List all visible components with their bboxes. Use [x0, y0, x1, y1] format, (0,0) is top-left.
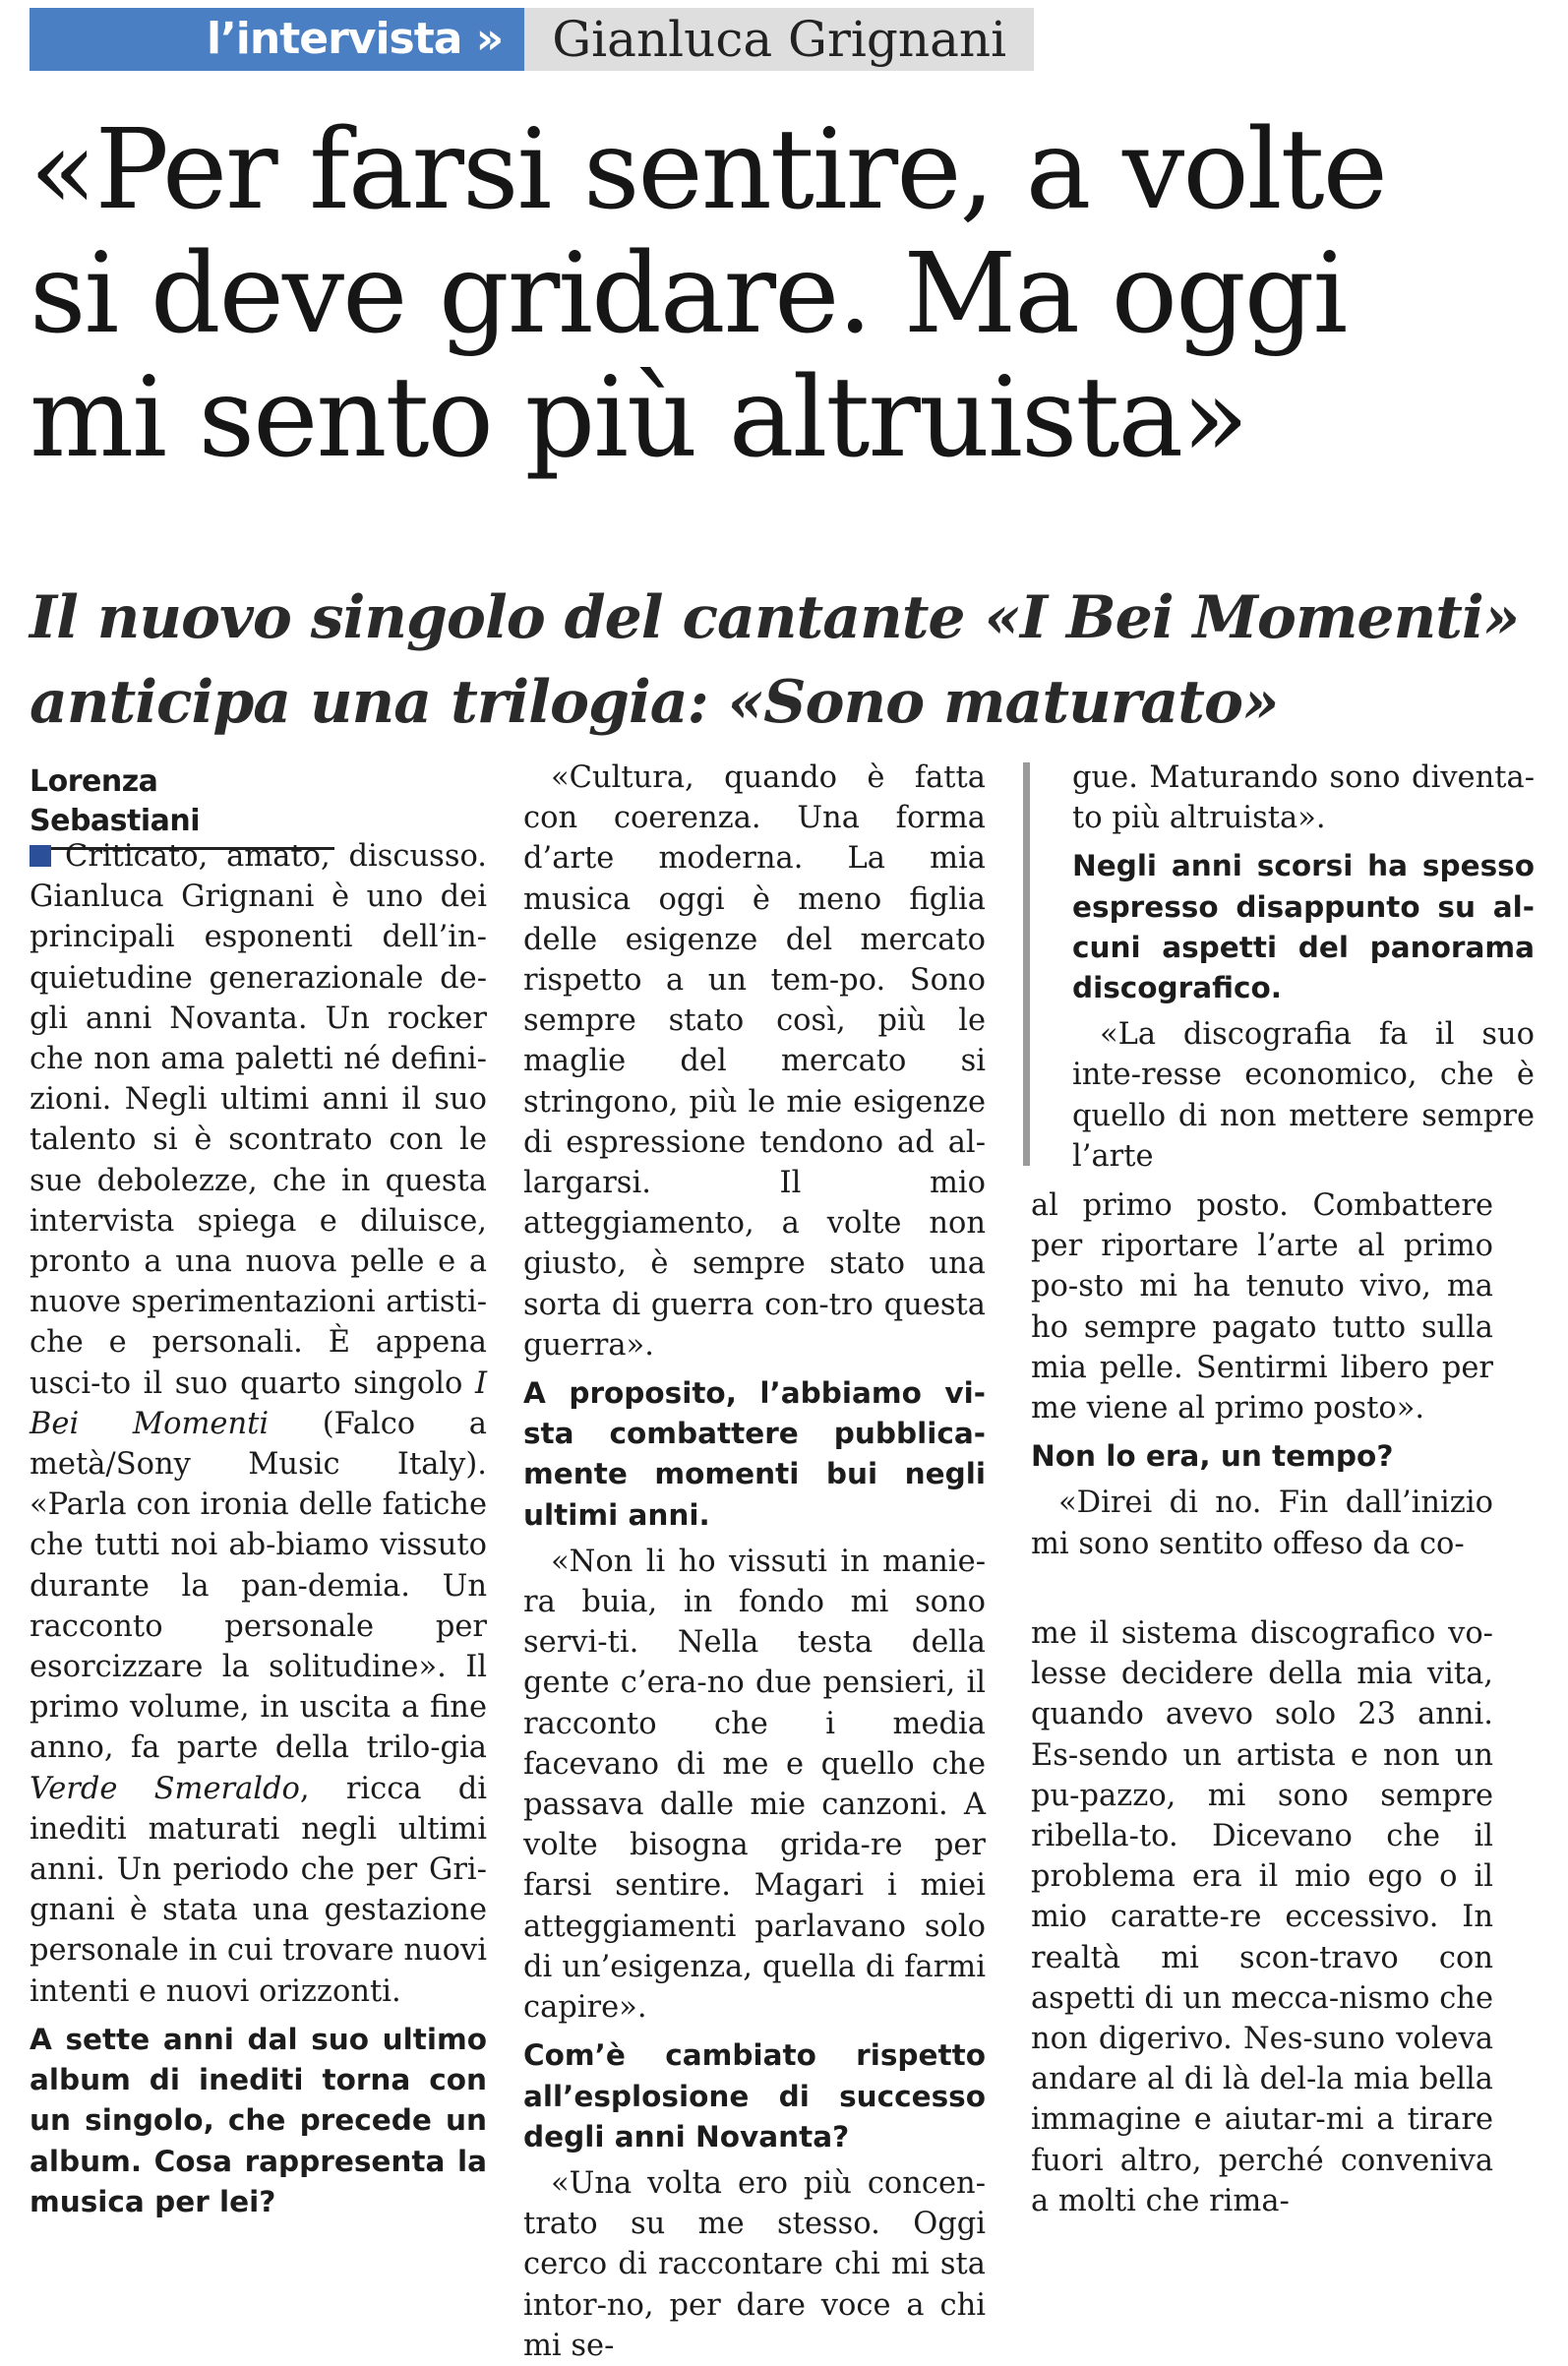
section-label: l’intervista »: [30, 8, 524, 71]
lead-paragraph: Criticato, amato, discusso. Gianluca Grignani è uno dei principali esponenti dell’in-quietudine generazionale de-gli anni Novanta. Un rocker che non ama paletti né defini-zioni. Negli ultimi anni il suo talento si è scontrato con le sue debolezze, che in questa intervista spiega e diluisce, pronto a una nuova pelle e a nuove sperimentazioni artisti-che e personali. È appena usci-to il suo quarto singolo I Bei Momenti (Falco a metà/Sony Music Italy). «Parla con ironia delle fatiche che tutti noi ab-biamo vissuto durante la pan-demia. Un racconto personale per esorcizzare la solitudine». Il primo volume, in uscita a fine anno, fa parte della trilo-gia Verde Smeraldo, ricca di inediti maturati negli ultimi anni. Un periodo che per Gri-gnani è stata una gestazione personale in cui trovare nuovi intenti e nuovi orizzonti.: [30, 839, 487, 2009]
lead-square-icon: [30, 845, 51, 867]
answer: «Direi di no. Fin dall’inizio mi sono sentito offeso da co-: [1031, 1486, 1493, 1561]
column-3-top: [1072, 758, 1535, 1177]
subheadline-line: anticipa una trilogia: «Sono maturato»: [30, 668, 1279, 737]
single-title: I Bei Momenti: [30, 1365, 487, 1441]
byline: Lorenza Sebastiani: [30, 762, 334, 850]
trilogy-title: Verde Smeraldo: [30, 1771, 300, 1806]
question: Non lo era, un tempo?: [1031, 1439, 1394, 1474]
answer: «Non li ho vissuti in manie-ra buia, in fondo mi sono servi-ti. Nella testa della gente c’era-no due pensieri, il racconto che i media facevano di me e quello che passava dalle mie canzoni. A volte bisogna grida-re per farsi sentire. Magari i miei atteggiamenti parlavano solo di un’esigenza, quella di farmi capire».: [523, 1544, 986, 2026]
column-3-middle: [1031, 1185, 1493, 1564]
subheadline: [30, 576, 1544, 745]
column-rule: [1023, 762, 1030, 1166]
headline: [30, 108, 1544, 480]
answer: «Cultura, quando è fatta con coerenza. Una forma d’arte moderna. La mia musica oggi è meno figlia delle esigenze del mercato rispetto a un tem-po. Sono sempre stato così, più le maglie del mercato si stringono, più le mie esigenze di espressione tendono ad al-largarsi. Il mio atteggiamento, a volte non giusto, è sempre stato una sorta di guerra con-tro questa guerra».: [523, 760, 986, 1363]
answer-continued: gue. Maturando sono diventa-to più altruista».: [1072, 760, 1535, 836]
headline-line: si deve gridare. Ma oggi: [30, 230, 1347, 358]
interviewee-name: Gianluca Grignani: [524, 8, 1034, 71]
question: Negli anni scorsi ha spesso espresso disappunto su al-cuni aspetti del panorama discografico.: [1072, 849, 1535, 1005]
column-1: [30, 836, 487, 2228]
column-3-bottom: [1031, 1613, 1493, 2221]
headline-line: mi sento più altruista»: [30, 354, 1247, 482]
answer-continued: me il sistema discografico vo-lesse decidere della mia vita, quando avevo solo 23 anni. Es-sendo un artista e non un pu-pazzo, mi sono sempre ribella-to. Dicevano che il problema era il mio ego o il mio caratte-re eccessivo. In realtà mi scon-travo con aspetti di un mecca-nismo che non digerivo. Nes-suno voleva andare al di là del-la mia bella immagine e aiutar-mi a tirare fuori altro, perché conveniva a molti che rima-: [1031, 1616, 1493, 2218]
answer-continued: al primo posto. Combattere per riportare l’arte al primo po-sto mi ha tenuto vivo, ma ho sempre pagato tutto sulla mia pelle. Sentirmi libero per me viene al primo posto».: [1031, 1188, 1493, 1426]
subheadline-line: Il nuovo singolo del cantante «I Bei Momenti»: [30, 583, 1520, 652]
answer: «La discografia fa il suo inte-resse economico, che è quello di non mettere sempre l’arte: [1072, 1017, 1535, 1174]
column-2: [523, 758, 986, 2366]
question: A sette anni dal suo ultimo album di inediti torna con un singolo, che precede un album. Cosa rappresenta la musica per lei?: [30, 2022, 487, 2218]
headline-line: «Per farsi sentire, a volte: [30, 106, 1386, 234]
kicker: [30, 8, 1034, 71]
question: A proposito, l’abbiamo vi-sta combattere pubblica-mente momenti bui negli ultimi anni.: [523, 1376, 986, 1532]
answer: «Una volta ero più concen-trato su me stesso. Oggi cerco di raccontare chi mi sta intor-no, per dare voce a chi mi se-: [523, 2165, 986, 2363]
question: Com’è cambiato rispetto all’esplosione di successo degli anni Novanta?: [523, 2038, 986, 2154]
